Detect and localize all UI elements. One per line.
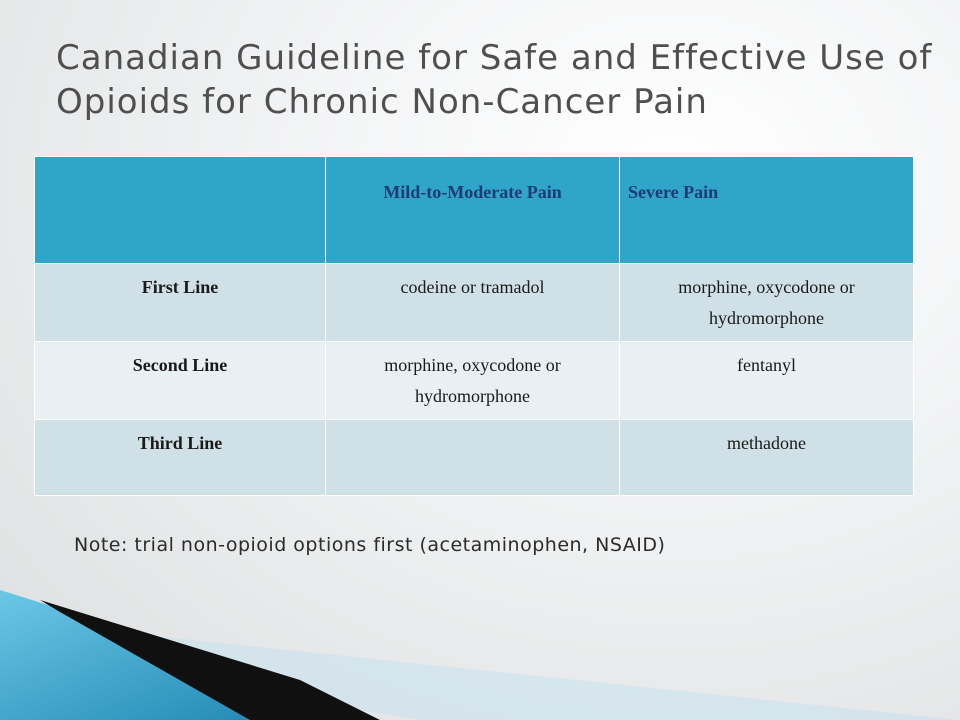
cell-second-mild: morphine, oxycodone or hydromorphone — [326, 341, 620, 419]
row-label-second-line: Second Line — [35, 341, 326, 419]
header-empty-cell — [35, 157, 326, 264]
row-label-first-line: First Line — [35, 263, 326, 341]
cell-third-mild — [326, 420, 620, 496]
decor-dark-swoosh — [40, 600, 380, 720]
decor-blue-wedge — [0, 590, 330, 720]
opioid-guideline-table — [34, 156, 914, 496]
header-mild-to-moderate: Mild-to-Moderate Pain — [326, 157, 620, 264]
cell-first-mild: codeine or tramadol — [326, 263, 620, 341]
table-row — [35, 420, 914, 496]
cell-third-severe: methadone — [620, 420, 914, 496]
header-severe: Severe Pain — [620, 157, 914, 264]
table-row — [35, 263, 914, 341]
slide-title: Canadian Guideline for Safe and Effective Use of Opioids for Chronic Non-Cancer Pain — [56, 38, 933, 122]
footnote: Note: trial non-opioid options first (acetaminophen, NSAID) — [74, 534, 666, 556]
cell-first-severe: morphine, oxycodone or hydromorphone — [620, 263, 914, 341]
row-label-third-line: Third Line — [35, 420, 326, 496]
decor-light-swoosh — [0, 620, 960, 720]
table-row — [35, 341, 914, 419]
cell-second-severe: fentanyl — [620, 341, 914, 419]
table-header-row — [35, 157, 914, 264]
